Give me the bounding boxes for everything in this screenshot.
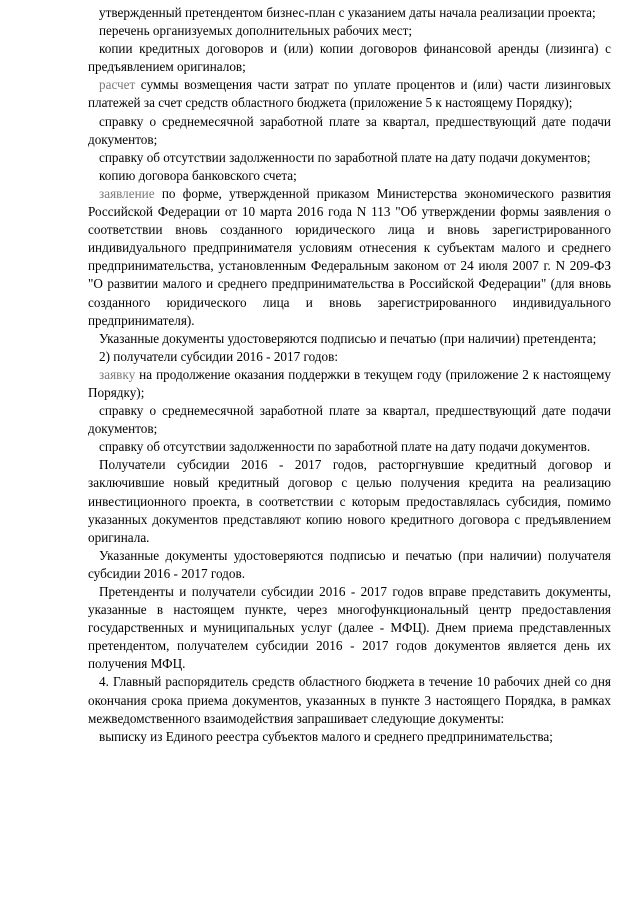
paragraph: копию договора банковского счета; (99, 167, 297, 183)
paragraph: 2) получатели субсидии 2016 - 2017 годов: (99, 348, 338, 364)
paragraph: Получатели субсидии 2016 - 2017 годов, расторгнувшие кредитный договор и заключившие новый кредитный договор с целью получения кредита на реализацию инвестиционного проекта, в соответствии с которым предоставлялась субсидия, помимо указанных документов представляют копию нового кредитного договора с предъявлением оригинала. (88, 457, 611, 545)
paragraph: 4. Главный распорядитель средств областного бюджета в течение 10 рабочих дней со дня окончания срока приема документов, указанных в пункте 3 настоящего Порядка, в рамках межведомственного взаимодействия запрашивает следующие документы: (88, 674, 611, 726)
document-page (88, 4, 611, 746)
paragraph: Претенденты и получатели субсидии 2016 - 2017 годов вправе представить документы, указанные в настоящем пункте, через многофункциональный центр предоставления государственных и муниципальных услуг (далее - МФЦ). Днем приема представленных претендентом, получателем субсидии 2016 - 2017 годов документов является день их получения МФЦ. (88, 584, 611, 672)
paragraph: Указанные документы удостоверяются подписью и печатью (при наличии) получателя субсидии 2016 - 2017 годов. (88, 547, 611, 581)
paragraph: выписку из Единого реестра субъектов малого и среднего предпринимательства; (99, 728, 553, 744)
paragraph: заявку на продолжение оказания поддержки в текущем году (приложение 2 к настоящему Порядку); (88, 366, 611, 400)
paragraph: утвержденный претендентом бизнес-план с указанием даты начала реализации проекта; (99, 5, 596, 20)
paragraph: перечень организуемых дополнительных рабочих мест; (99, 23, 413, 39)
paragraph: справку о среднемесячной заработной плате за квартал, предшествующий дате подачи документов; (88, 113, 611, 147)
paragraph: копии кредитных договоров и (или) копии договоров финансовой аренды (лизинга) с предъявлением оригиналов; (88, 41, 611, 75)
paragraph: Указанные документы удостоверяются подписью и печатью (при наличии) претендента; (99, 330, 597, 346)
paragraph: справку о среднемесячной заработной плате за квартал, предшествующий дате подачи документов; (88, 403, 611, 437)
document-link[interactable]: заявку (99, 366, 136, 382)
paragraph: заявление по форме, утвержденной приказом Министерства экономического развития Российской Федерации от 10 марта 2016 года N 113 "Об утверждении формы заявления о соответствии вновь созданного юридического лица и вновь зарегистрированного индивидуального предпринимателя условиям отнесения к субъектам малого и среднего предпринимательства, установленным Федеральным законом от 24 июля 2007 г. N 209-ФЗ "О развитии малого и среднего предпринимательства в Российской Федерации" (для вновь созданного юридического лица и вновь зарегистрированного индивидуального предпринимателя). (88, 185, 611, 328)
paragraph: справку об отсутствии задолженности по заработной плате на дату подачи документов; (99, 149, 591, 165)
paragraph: справку об отсутствии задолженности по заработной плате на дату подачи документов. (99, 439, 591, 455)
document-link[interactable]: заявление (99, 185, 155, 201)
paragraph: расчет суммы возмещения части затрат по уплате процентов и (или) части лизинговых платежей за счет средств областного бюджета (приложение 5 к настоящему Порядку); (88, 77, 611, 111)
document-link[interactable]: расчет (99, 77, 136, 93)
